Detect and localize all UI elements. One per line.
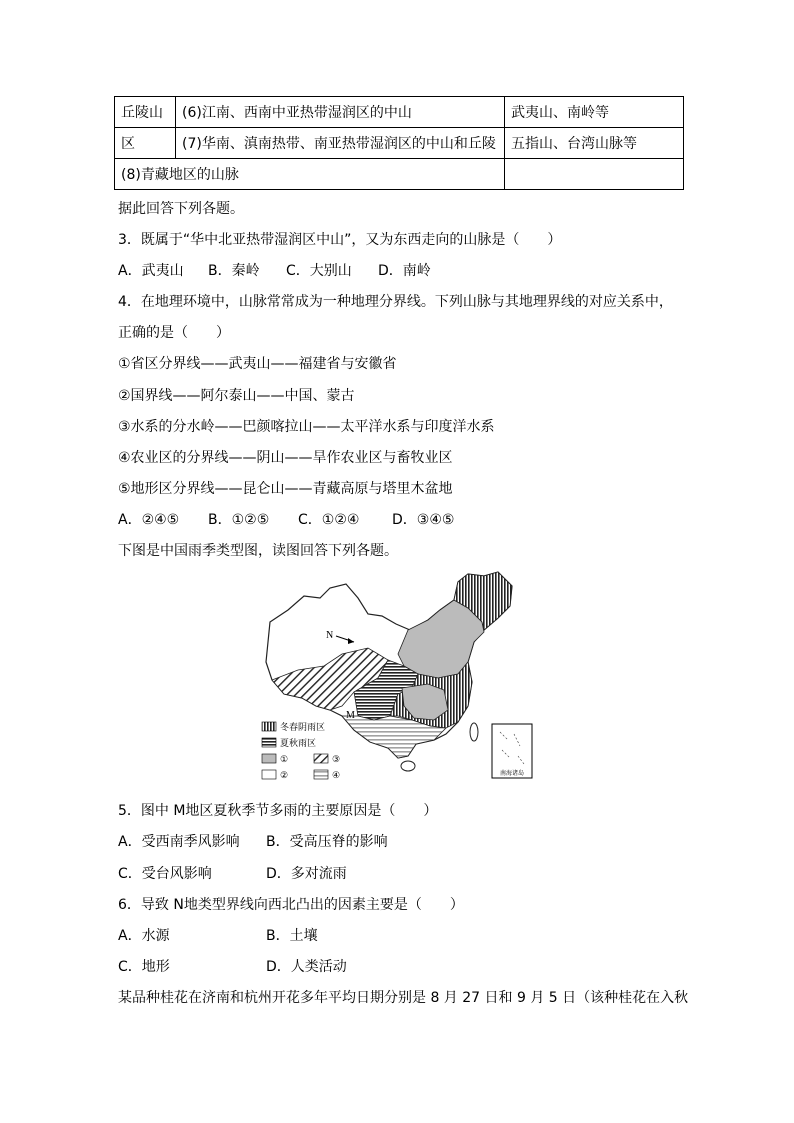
intro-text-2: 下图是中国雨季类型图，读图回答下列各题。 <box>118 543 398 559</box>
intro-text: 据此回答下列各题。 <box>118 201 244 217</box>
q4-item-3: ③水系的分水岭——巴颜喀拉山——太平洋水系与印度洋水系 <box>118 419 495 435</box>
q5-option-c: C．受台风影响 <box>118 866 212 882</box>
q6-option-a: A．水源 <box>118 928 170 944</box>
legend-summer-autumn: 夏秋雨区 <box>280 739 317 749</box>
table-cell: 五指山、台湾山脉等 <box>505 128 684 159</box>
question-4-stem: 4．在地理环境中，山脉常常成为一种地理分界线。下列山脉与其地理界线的对应关系中， <box>118 294 673 310</box>
q4-item-4: ④农业区的分界线——阴山——旱作农业区与畜牧业区 <box>118 450 453 466</box>
q5-option-b: B．受高压脊的影响 <box>266 834 388 850</box>
inset-label: 南海诸岛 <box>499 770 525 777</box>
legend-3: ③ <box>332 755 341 765</box>
map-legend <box>262 721 340 781</box>
q3-option-c: C．大别山 <box>286 263 352 279</box>
q3-option-a: A．武夷山 <box>118 263 184 279</box>
table-cell: 武夷山、南岭等 <box>505 97 684 128</box>
legend-1: ① <box>280 755 289 765</box>
south-china-sea-inset <box>492 724 532 778</box>
table-cell: (8)青藏地区的山脉 <box>115 159 505 190</box>
q6-option-b: B．土壤 <box>266 928 318 944</box>
question-5-stem: 5．图中 M地区夏秋季节多雨的主要原因是（ ） <box>118 803 438 819</box>
table-cell: 区 <box>115 128 176 159</box>
legend-4: ④ <box>332 771 341 781</box>
q4-option-d: D．③④⑤ <box>392 512 455 528</box>
q4-item-2: ②国界线——阿尔泰山——中国、蒙古 <box>118 388 355 404</box>
table-cell <box>505 159 684 190</box>
q3-option-d: D．南岭 <box>378 263 431 279</box>
q6-option-d: D．人类活动 <box>266 959 347 975</box>
q5-option-a: A．受西南季风影响 <box>118 834 240 850</box>
table-cell: (7)华南、滇南热带、南亚热带湿润区的中山和丘陵 <box>176 128 505 159</box>
q4-option-a: A．②④⑤ <box>118 512 180 528</box>
mountain-table <box>114 96 684 190</box>
table-cell: 丘陵山 <box>115 97 176 128</box>
q3-option-b: B．秦岭 <box>208 263 260 279</box>
paragraph-last: 某品种桂花在济南和杭州开花多年平均日期分别是 8 月 27 日和 9 月 5 日（该种桂花在入秋 <box>118 990 689 1006</box>
table-cell: (6)江南、西南中亚热带湿润区的中山 <box>176 97 505 128</box>
china-rain-season-map <box>258 570 538 795</box>
q4-option-c: C．①②④ <box>298 512 360 528</box>
q4-option-b: B．①②⑤ <box>208 512 270 528</box>
question-6-stem: 6．导致 N地类型界线向西北凸出的因素主要是（ ） <box>118 897 464 913</box>
region-1 <box>398 600 484 678</box>
taiwan <box>470 723 478 741</box>
hainan <box>401 761 415 771</box>
q5-option-d: D．多对流雨 <box>266 866 347 882</box>
q6-option-c: C．地形 <box>118 959 170 975</box>
q4-item-1: ①省区分界线——武夷山——福建省与安徽省 <box>118 356 397 372</box>
legend-winter-spring: 冬春阴雨区 <box>280 723 326 733</box>
label-n: N <box>326 630 334 641</box>
question-4-stem-cont: 正确的是（ ） <box>118 325 230 341</box>
legend-2: ② <box>280 771 289 781</box>
label-m: M <box>346 710 355 721</box>
question-3-stem: 3．既属于“华中北亚热带湿润区中山”，又为东西走向的山脉是（ ） <box>118 232 562 248</box>
q4-item-5: ⑤地形区分界线——昆仑山——青藏高原与塔里木盆地 <box>118 481 453 497</box>
